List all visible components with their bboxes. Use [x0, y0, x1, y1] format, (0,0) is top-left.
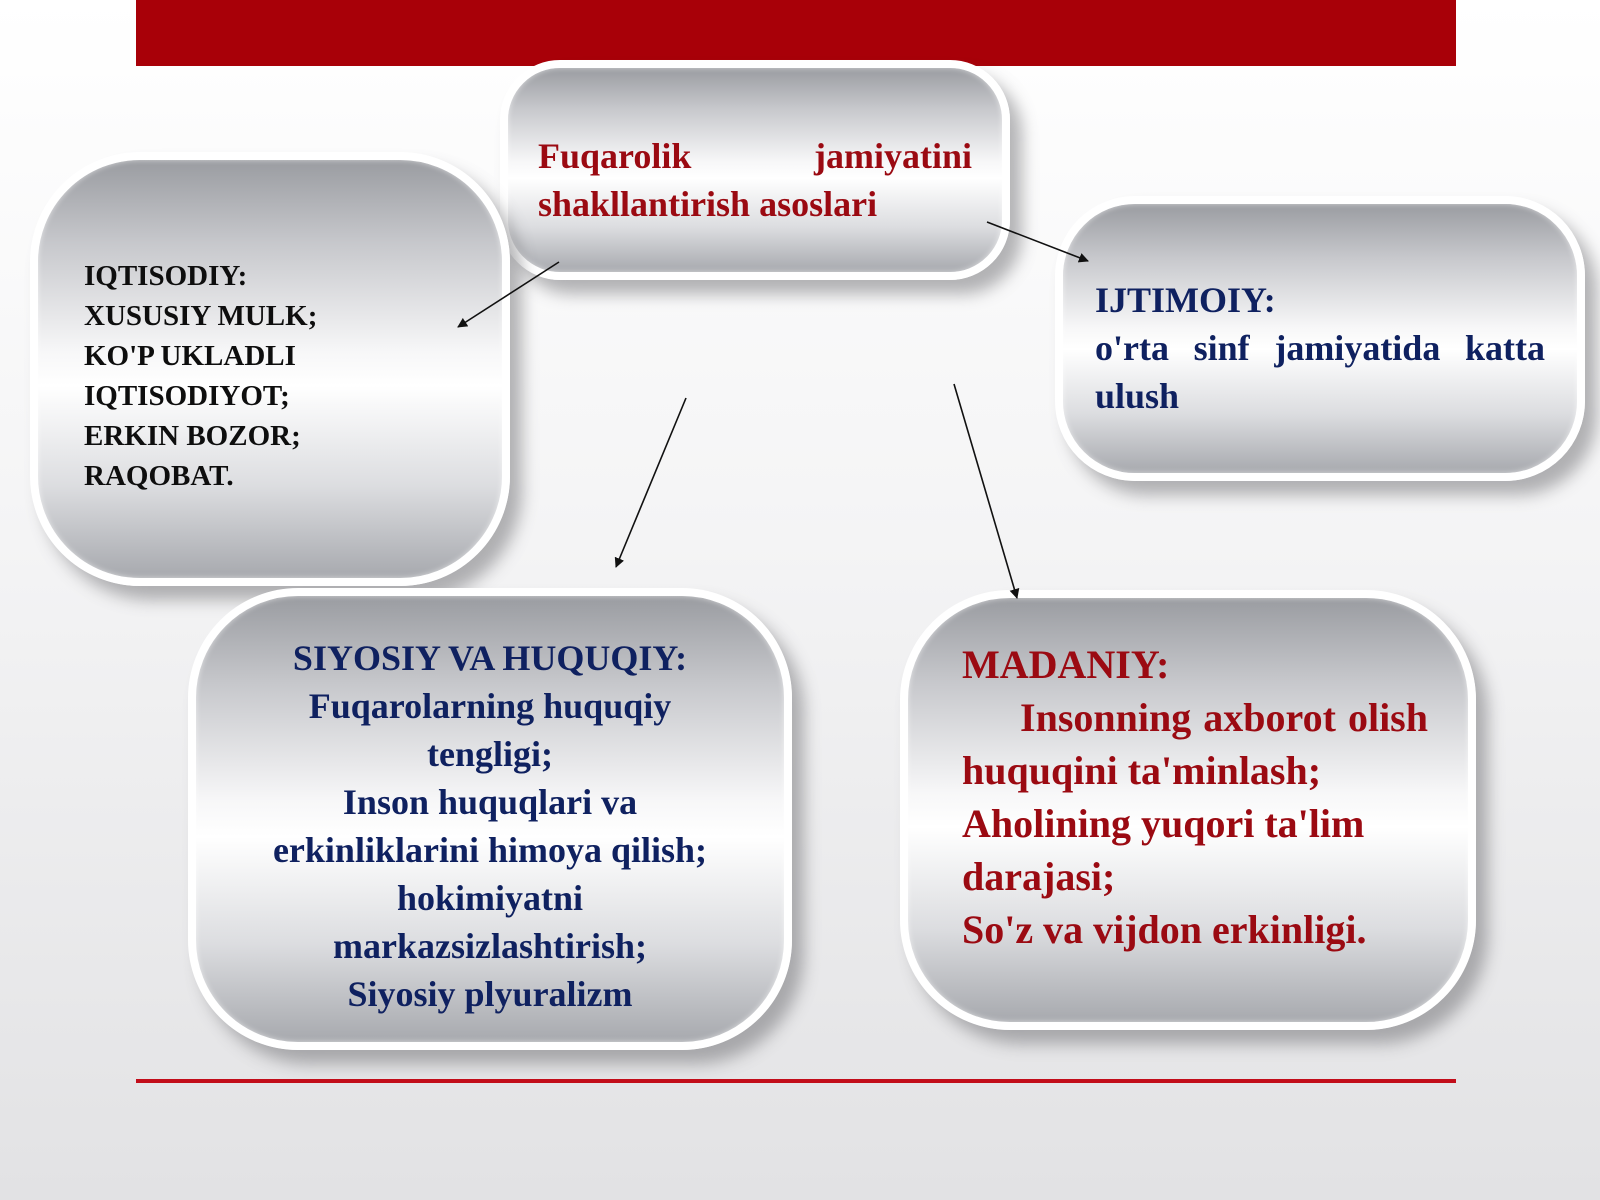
economic-item: RAQOBAT. [84, 460, 234, 492]
economic-item: ERKIN BOZOR; [84, 420, 301, 452]
central-title-line1: Fuqarolik jamiyatini [538, 136, 972, 176]
political-legal-item: Inson huquqlari va [342, 782, 638, 822]
central-topic-box [500, 60, 1010, 280]
footer-line [136, 1079, 1456, 1083]
political-legal-box [188, 588, 792, 1050]
political-legal-heading: SIYOSIY VA HUQUQIY: [292, 638, 688, 678]
economic-item: XUSUSIY MULK; [84, 300, 318, 332]
political-legal-item: Siyosiy plyuralizm [347, 974, 633, 1014]
arrow-to-political-legal [616, 398, 686, 567]
political-legal-item: Fuqarolarning huquqiy [308, 686, 672, 726]
economic-item: KO'P UKLADLI [84, 340, 296, 372]
political-legal-item: erkinliklarini himoya qilish; [272, 830, 708, 870]
cultural-item: So'z va vijdon erkinligi. [962, 907, 1367, 952]
economic-heading: IQTISODIY: [84, 260, 248, 292]
cultural-heading: MADANIY: [962, 642, 1170, 687]
economic-box [30, 152, 510, 586]
social-text: o'rta sinf jamiyatida katta ulush [1095, 328, 1545, 416]
cultural-item: Aholining yuqori ta'lim darajasi; [962, 801, 1365, 899]
economic-item: IQTISODIYOT; [84, 380, 290, 412]
header-bar [136, 0, 1456, 66]
cultural-box [900, 590, 1476, 1030]
arrow-to-cultural [954, 384, 1017, 598]
cultural-text: Insonning axborot olish huquqini ta'minlash; [962, 695, 1428, 793]
political-legal-item: tengligi; [427, 734, 553, 774]
social-heading: IJTIMOIY: [1095, 280, 1276, 320]
political-legal-item: hokimiyatni [396, 878, 584, 918]
central-title-line2: shakllantirish asoslari [538, 184, 878, 224]
social-box [1055, 196, 1585, 481]
political-legal-item: markazsizlashtirish; [333, 926, 647, 966]
